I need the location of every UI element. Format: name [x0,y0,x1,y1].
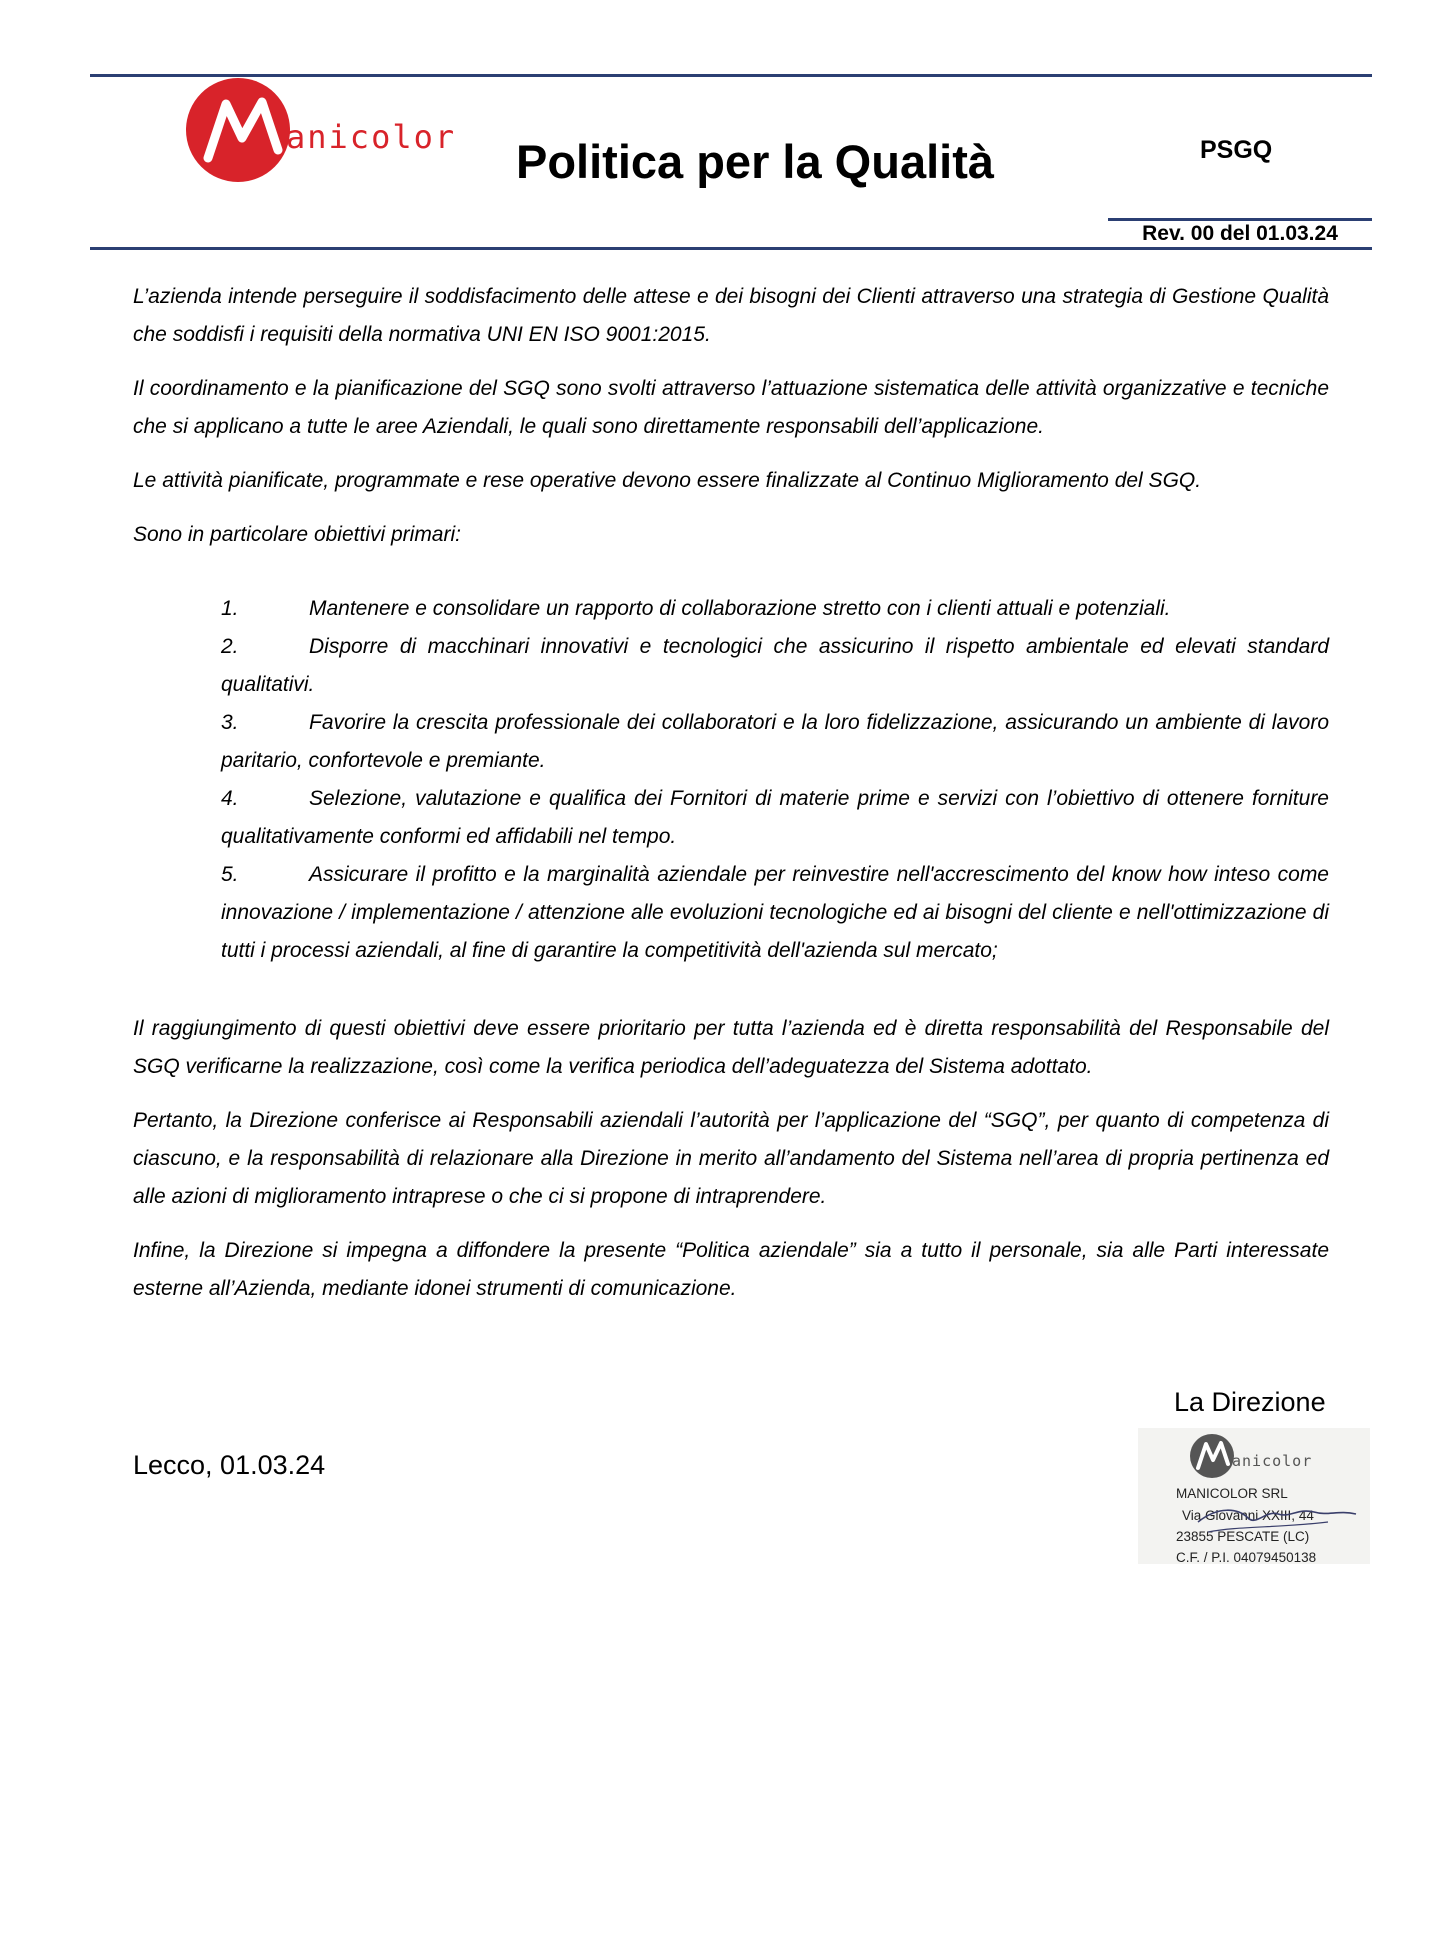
stamp-logo [1188,1432,1358,1482]
list-text: Disporre di macchinari innovativi e tecnologici che assicurino il rispetto ambientale ed elevati standard qualitativi. [221,635,1329,696]
list-item [221,628,1329,704]
stamp-tax-id: C.F. / P.I. 04079450138 [1176,1550,1317,1565]
paragraph-authority: Pertanto, la Direzione conferisce ai Responsabili aziendali l’autorità per l’applicazione del “SGQ”, per quanto di competenza di ciascuno, e la responsabilità di relazionare alla Direzione in merito all’andamento del Sistema nell’area di propria pertinenza ed alle azioni di miglioramento intraprese o che ci si propone di intraprendere. [133,1109,1329,1208]
paragraph-dissemination: Infine, la Direzione si impegna a diffondere la presente “Politica aziendale” sia a tutto il personale, sia alle Parti interessate esterne all’Azienda, mediante idonei strumenti di comunicazione. [133,1239,1329,1300]
stamp-address: Via Giovanni XXIII, 44 [1182,1508,1314,1523]
logo-wordmark: anicolor [286,118,457,156]
list-item [221,704,1329,780]
header-bottom-rule [90,247,1372,250]
document-title: Politica per la Qualità [516,135,994,188]
list-text: Mantenere e consolidare un rapporto di collaborazione stretto con i clienti attuali e potenziali. [309,597,1171,620]
paragraph-coordination: Il coordinamento e la pianificazione del SGQ sono svolti attraverso l’attuazione sistematica delle attività organizzative e tecniche che si applicano a tutte le aree Aziendali, le quali sono direttamente responsabili dell’applicazione. [133,377,1329,438]
stamp-city: 23855 PESCATE (LC) [1176,1529,1310,1544]
paragraph-activities: Le attività pianificate, programmate e rese operative devono essere finalizzate al Continuo Miglioramento del SGQ. [133,469,1202,492]
document-code: PSGQ [1200,136,1273,164]
paragraph-intro: L’azienda intende perseguire il soddisfacimento delle attese e dei bisogni dei Clienti attraverso una strategia di Gestione Qualità che soddisfi i requisiti della normativa UNI EN ISO 9001:2015. [133,285,1329,346]
manicolor-logo [186,76,457,194]
paragraph-responsibility: Il raggiungimento di questi obiettivi deve essere prioritario per tutta l’azienda ed è diretta responsabilità del Responsabile del SGQ verificarne la realizzazione, così come la verifica periodica dell’adeguatezza del Sistema adottato. [133,1017,1329,1078]
list-item [221,856,1329,970]
revision-label: Rev. 00 del 01.03.24 [1142,222,1338,245]
objectives-list [221,590,1329,970]
list-number: 1. [221,597,239,620]
stamp-wordmark: anicolor [1232,1452,1313,1470]
list-text: Favorire la crescita professionale dei collaboratori e la loro fidelizzazione, assicurando un ambiente di lavoro paritario, confortevole e premiante. [221,711,1329,772]
signatory-title: La Direzione [1174,1387,1326,1417]
place-date: Lecco, 01.03.24 [133,1450,326,1480]
list-text: Assicurare il profitto e la marginalità aziendale per reinvestire nell'accrescimento del know how inteso come innovazione / implementazione / attenzione alle evoluzioni tecnologiche ed ai bisogni del cliente e nell'ottimizzazione di tutti i processi aziendali, al fine di garantire la competitività dell'azienda sul mercato; [221,863,1329,962]
paragraph-objectives-intro: Sono in particolare obiettivi primari: [133,523,461,546]
list-item [221,590,1329,628]
list-number: 2. [221,635,239,658]
list-number: 3. [221,711,239,734]
list-text: Selezione, valutazione e qualifica dei Fornitori di materie prime e servizi con l’obiettivo di ottenere forniture qualitativamente conformi ed affidabili nel tempo. [221,787,1329,848]
company-stamp [1138,1428,1370,1564]
list-item [221,780,1329,856]
stamp-company: MANICOLOR SRL [1176,1486,1288,1501]
handwritten-signature [1178,1488,1368,1548]
list-number: 5. [221,863,239,886]
list-number: 4. [221,787,239,810]
revision-rule [1108,218,1372,221]
